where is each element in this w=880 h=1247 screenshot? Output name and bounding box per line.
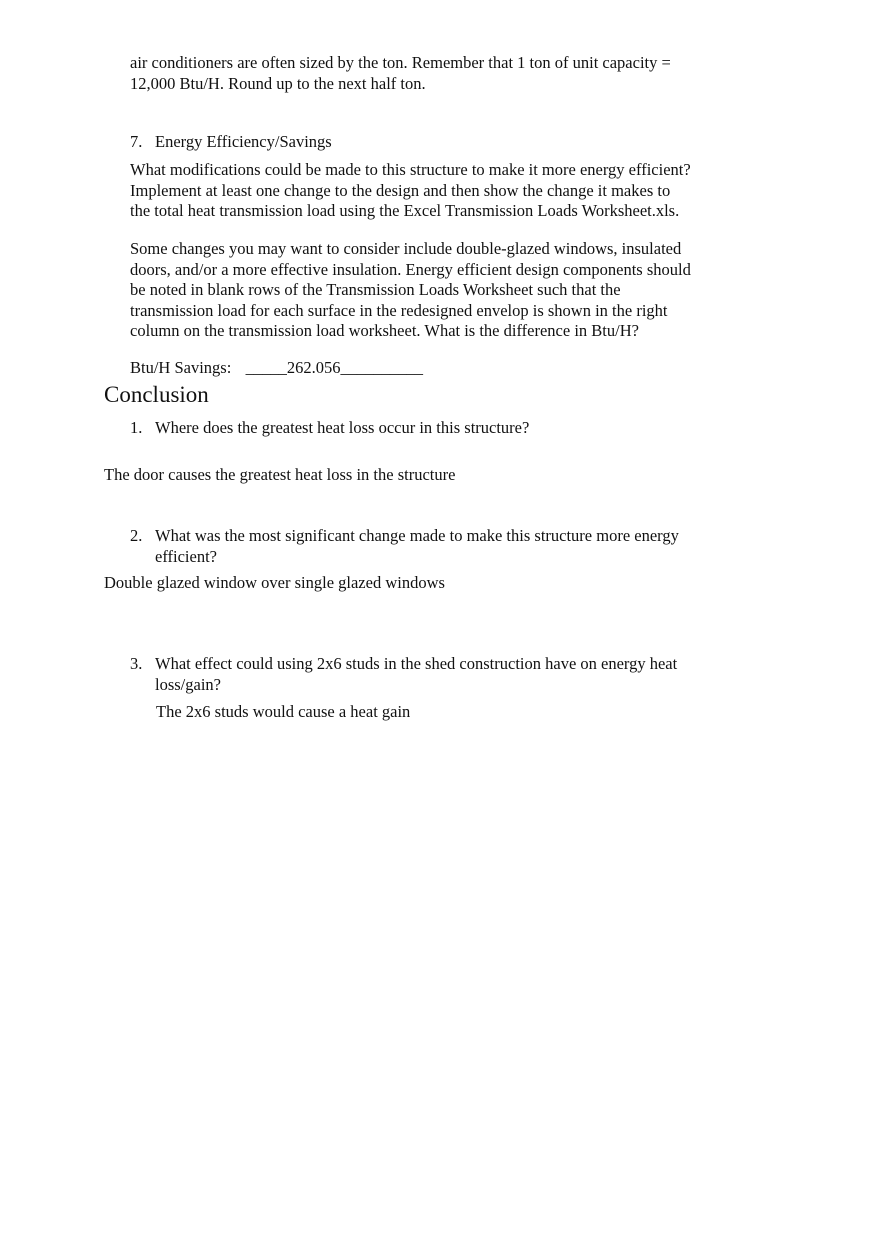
paragraph-line: be noted in blank rows of the Transmission Loads Worksheet such that the — [130, 280, 621, 299]
answer-2: Double glazed window over single glazed windows — [104, 573, 445, 592]
paragraph-line: transmission load for each surface in the redesigned envelop is shown in the right — [130, 300, 668, 320]
intro-paragraph — [130, 53, 730, 94]
question-3 — [130, 654, 750, 696]
question-line: efficient? — [155, 546, 217, 566]
paragraph-line: Some changes you may want to consider include double-glazed windows, insulated — [130, 239, 682, 258]
answer-3: The 2x6 studs would cause a heat gain — [156, 702, 411, 721]
question-2 — [130, 526, 750, 568]
section-7-title-text: Energy Efficiency/Savings — [155, 132, 332, 151]
paragraph-line: doors, and/or a more effective insulation. Energy efficient design components should — [130, 259, 691, 279]
question-1-text: Where does the greatest heat loss occur in this structure? — [155, 418, 530, 437]
section-7-paragraph-1 — [130, 160, 730, 222]
paragraph-line: What modifications could be made to this structure to make it more energy efficient? — [130, 160, 691, 179]
conclusion-heading: Conclusion — [104, 382, 209, 407]
paragraph-line: the total heat transmission load using the Excel Transmission Loads Worksheet.xls. — [130, 201, 680, 220]
question-line: loss/gain? — [155, 674, 221, 694]
question-2-number: 2. — [130, 526, 143, 545]
question-line: What effect could using 2x6 studs in the shed construction have on energy heat — [155, 654, 678, 673]
intro-line: 12,000 Btu/H. Round up to the next half ton. — [130, 73, 426, 93]
answer-1: The door causes the greatest heat loss in the structure — [104, 465, 456, 484]
question-3-number: 3. — [130, 654, 143, 673]
question-1-number: 1. — [130, 418, 143, 437]
savings-label: Btu/H Savings: — [130, 358, 232, 377]
question-2-text — [155, 526, 679, 567]
intro-line: air conditioners are often sized by the ton. Remember that 1 ton of unit capacity = — [130, 53, 671, 72]
question-3-text — [155, 654, 677, 695]
paragraph-line: column on the transmission load worksheet. What is the difference in Btu/H? — [130, 321, 639, 340]
paragraph-line: Implement at least one change to the design and then show the change it makes to — [130, 180, 671, 200]
savings-value: _____262.056__________ — [245, 358, 423, 377]
section-7-number: 7. — [130, 132, 143, 151]
savings-line — [130, 358, 423, 379]
question-line: What was the most significant change made to make this structure more energy — [155, 526, 679, 545]
section-7-paragraph-2 — [130, 239, 730, 342]
